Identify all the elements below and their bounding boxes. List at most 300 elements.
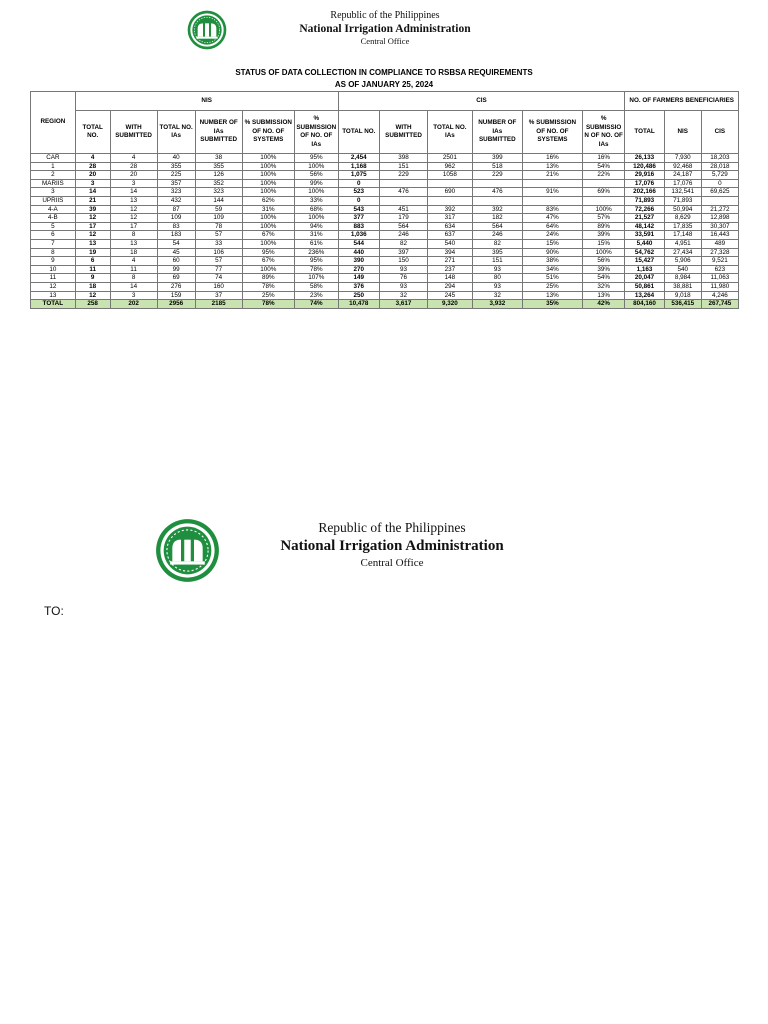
table-cell: 93	[472, 265, 522, 274]
table-cell: 13	[75, 239, 110, 248]
table-cell: 69	[157, 274, 195, 283]
table-cell: 17,076	[664, 179, 701, 188]
table-row	[31, 291, 739, 300]
table-cell: 71,893	[625, 196, 664, 205]
table-cell: 267,745	[701, 300, 738, 309]
table-cell: 78	[195, 222, 242, 231]
table-cell: 31%	[294, 231, 338, 240]
table-cell	[428, 179, 473, 188]
column-header: TOTAL NO. IAs	[157, 111, 195, 154]
table-cell: 4,951	[664, 239, 701, 248]
region-cell: 8	[31, 248, 76, 257]
to-label: TO:	[44, 604, 64, 618]
table-cell: 38%	[522, 257, 582, 266]
table-cell: 34%	[522, 265, 582, 274]
column-header: % SUBMISSIO N OF NO. OF IAs	[582, 111, 625, 154]
table-cell: 100%	[242, 188, 294, 197]
table-cell: 0	[701, 179, 738, 188]
table-cell: 518	[472, 162, 522, 171]
table-cell: 109	[157, 214, 195, 223]
table-cell: 100%	[242, 154, 294, 163]
region-cell: 6	[31, 231, 76, 240]
table-cell: 58%	[294, 282, 338, 291]
table-cell: 28	[75, 162, 110, 171]
table-cell: 3,617	[380, 300, 428, 309]
table-cell: 294	[428, 282, 473, 291]
table-cell: 107%	[294, 274, 338, 283]
table-cell: 57	[195, 231, 242, 240]
table-cell: 17,835	[664, 222, 701, 231]
table-cell: 8	[110, 231, 157, 240]
table-cell	[701, 196, 738, 205]
table-cell: 57%	[582, 214, 625, 223]
region-cell: 12	[31, 282, 76, 291]
table-cell: 94%	[294, 222, 338, 231]
table-cell: 149	[338, 274, 379, 283]
table-cell: 20	[75, 171, 110, 180]
region-cell: 3	[31, 188, 76, 197]
table-cell: 106	[195, 248, 242, 257]
republic-line: Republic of the Philippines	[318, 520, 466, 535]
table-cell: 26,133	[625, 154, 664, 163]
table-cell: 22%	[582, 171, 625, 180]
table-cell: 33%	[294, 196, 338, 205]
table-cell: 357	[157, 179, 195, 188]
table-cell: 13%	[522, 162, 582, 171]
table-cell: 5,906	[664, 257, 701, 266]
table-cell: 9	[75, 274, 110, 283]
table-cell: 0	[338, 179, 379, 188]
table-cell: 69%	[582, 188, 625, 197]
table-cell: 33	[195, 239, 242, 248]
table-cell: 91%	[522, 188, 582, 197]
column-header: % SUBMISSION OF NO. OF IAs	[294, 111, 338, 154]
column-header: WITH SUBMITTED	[380, 111, 428, 154]
table-cell: 564	[472, 222, 522, 231]
table-cell: 202	[110, 300, 157, 309]
table-cell: 250	[338, 291, 379, 300]
table-cell: 150	[380, 257, 428, 266]
table-cell: 54	[157, 239, 195, 248]
table-row	[31, 282, 739, 291]
table-cell: 100%	[294, 162, 338, 171]
table-row	[31, 239, 739, 248]
table-cell: 15%	[522, 239, 582, 248]
region-cell: TOTAL	[31, 300, 76, 309]
table-row	[31, 196, 739, 205]
table-cell: 60	[157, 257, 195, 266]
nia-logo-large-icon	[155, 518, 220, 583]
table-cell: 78%	[242, 282, 294, 291]
column-header: % SUBMISSION OF NO. OF SYSTEMS	[522, 111, 582, 154]
table-cell: 71,893	[664, 196, 701, 205]
table-cell: 14	[75, 188, 110, 197]
column-header: TOTAL NO. IAs	[428, 111, 473, 154]
table-cell: 82	[472, 239, 522, 248]
table-cell: 54,762	[625, 248, 664, 257]
cis-group-header: CIS	[338, 92, 625, 111]
table-cell: 32	[472, 291, 522, 300]
table-cell: 476	[380, 188, 428, 197]
table-cell: 4	[75, 154, 110, 163]
table-cell: 16%	[582, 154, 625, 163]
table-cell: 3	[75, 179, 110, 188]
table-cell	[582, 179, 625, 188]
table-cell: 80	[472, 274, 522, 283]
table-cell: 3,932	[472, 300, 522, 309]
table-cell: 39	[75, 205, 110, 214]
region-cell: 4-A	[31, 205, 76, 214]
table-cell: 89%	[582, 222, 625, 231]
table-cell: 83	[157, 222, 195, 231]
table-cell: 100%	[242, 162, 294, 171]
rsbsa-status-table	[30, 91, 739, 309]
nis-group-header: NIS	[75, 92, 338, 111]
table-cell: 246	[380, 231, 428, 240]
table-cell: 23%	[294, 291, 338, 300]
table-row	[31, 162, 739, 171]
table-cell: 40	[157, 154, 195, 163]
table-cell: 27,328	[701, 248, 738, 257]
table-cell	[522, 196, 582, 205]
table-cell: 564	[380, 222, 428, 231]
table-cell: 8	[110, 274, 157, 283]
table-cell: 39%	[582, 231, 625, 240]
table-cell: 82	[380, 239, 428, 248]
table-cell: 42%	[582, 300, 625, 309]
table-cell: 74%	[294, 300, 338, 309]
table-cell: 120,486	[625, 162, 664, 171]
table-cell: 100%	[242, 239, 294, 248]
table-cell: 804,160	[625, 300, 664, 309]
nia-logo-icon	[187, 10, 227, 50]
column-header: WITH SUBMITTED	[110, 111, 157, 154]
table-cell: 100%	[242, 179, 294, 188]
table-cell: 50,861	[625, 282, 664, 291]
region-header: REGION	[31, 92, 76, 154]
table-cell: 95%	[294, 257, 338, 266]
table-cell: 13	[110, 196, 157, 205]
table-cell: 37	[195, 291, 242, 300]
table-cell: 64%	[522, 222, 582, 231]
region-cell: 9	[31, 257, 76, 266]
region-cell: 10	[31, 265, 76, 274]
column-header: CIS	[701, 111, 738, 154]
table-cell: 28	[110, 162, 157, 171]
table-cell	[472, 196, 522, 205]
table-cell: 56%	[582, 257, 625, 266]
table-cell: 376	[338, 282, 379, 291]
table-cell: 93	[380, 265, 428, 274]
table-cell: 4	[110, 257, 157, 266]
table-cell: 100%	[294, 188, 338, 197]
table-cell: 27,434	[664, 248, 701, 257]
report-title: STATUS OF DATA COLLECTION IN COMPLIANCE TO RSBSA REQUIREMENTS	[235, 68, 533, 77]
table-body	[31, 154, 739, 309]
table-cell: 12,898	[701, 214, 738, 223]
table-cell: 13	[110, 239, 157, 248]
table-cell: 48,142	[625, 222, 664, 231]
table-cell: 95%	[294, 154, 338, 163]
table-row	[31, 205, 739, 214]
table-cell	[380, 179, 428, 188]
table-cell: 62%	[242, 196, 294, 205]
table-cell: 16,443	[701, 231, 738, 240]
table-cell	[522, 179, 582, 188]
table-cell: 132,541	[664, 188, 701, 197]
table-cell: 245	[428, 291, 473, 300]
table-cell: 100%	[294, 214, 338, 223]
table-cell: 21	[75, 196, 110, 205]
table-cell: 99	[157, 265, 195, 274]
table-cell: 258	[75, 300, 110, 309]
farmers-group-header: NO. OF FARMERS BENEFICIARIES	[625, 92, 739, 111]
agency-header	[240, 10, 530, 47]
table-cell: 151	[472, 257, 522, 266]
table-cell: 39%	[582, 265, 625, 274]
table-cell: 17	[110, 222, 157, 231]
table-cell: 398	[380, 154, 428, 163]
table-cell: 57	[195, 257, 242, 266]
column-header: NIS	[664, 111, 701, 154]
table-cell: 179	[380, 214, 428, 223]
table-cell: 394	[428, 248, 473, 257]
table-cell: 19	[75, 248, 110, 257]
table-cell: 32	[380, 291, 428, 300]
table-cell: 92,468	[664, 162, 701, 171]
table-cell: 962	[428, 162, 473, 171]
table-cell: 51%	[522, 274, 582, 283]
table-cell: 126	[195, 171, 242, 180]
table-cell: 20	[110, 171, 157, 180]
table-cell: 440	[338, 248, 379, 257]
table-cell: 2956	[157, 300, 195, 309]
table-cell: 323	[157, 188, 195, 197]
table-cell: 12	[75, 231, 110, 240]
table-cell: 1,036	[338, 231, 379, 240]
table-cell: 395	[472, 248, 522, 257]
table-cell: 1,163	[625, 265, 664, 274]
table-cell: 317	[428, 214, 473, 223]
table-cell: 12	[110, 205, 157, 214]
table-cell: 13%	[582, 291, 625, 300]
table-cell: 93	[472, 282, 522, 291]
table-cell: 536,415	[664, 300, 701, 309]
table-cell: 4	[110, 154, 157, 163]
table-cell: 11	[75, 265, 110, 274]
table-cell: 100%	[242, 265, 294, 274]
table-cell: 90%	[522, 248, 582, 257]
office-line: Central Office	[360, 557, 424, 569]
table-cell: 29,916	[625, 171, 664, 180]
table-cell: 352	[195, 179, 242, 188]
table-cell: 355	[157, 162, 195, 171]
table-cell: 7,930	[664, 154, 701, 163]
table-cell: 100%	[242, 214, 294, 223]
table-cell: 432	[157, 196, 195, 205]
region-cell: UPRIIS	[31, 196, 76, 205]
table-cell: 540	[664, 265, 701, 274]
table-cell: 3	[110, 291, 157, 300]
table-cell: 690	[428, 188, 473, 197]
table-row	[31, 188, 739, 197]
table-cell: 0	[338, 196, 379, 205]
table-cell: 74	[195, 274, 242, 283]
report-date: AS OF JANUARY 25, 2024	[334, 80, 434, 89]
table-cell: 100%	[242, 222, 294, 231]
column-header: NUMBER OF IAs SUBMITTED	[195, 111, 242, 154]
table-cell: 32%	[582, 282, 625, 291]
table-cell: 109	[195, 214, 242, 223]
agency-name: National Irrigation Administration	[280, 538, 504, 554]
table-cell: 390	[338, 257, 379, 266]
table-cell: 451	[380, 205, 428, 214]
table-cell: 6	[75, 257, 110, 266]
table-cell	[472, 179, 522, 188]
table-cell: 67%	[242, 231, 294, 240]
column-header: TOTAL NO.	[338, 111, 379, 154]
table-cell: 270	[338, 265, 379, 274]
table-cell	[582, 196, 625, 205]
table-cell: 14	[110, 188, 157, 197]
table-cell: 355	[195, 162, 242, 171]
table-cell: 33,591	[625, 231, 664, 240]
table-cell: 1058	[428, 171, 473, 180]
table-cell: 9,320	[428, 300, 473, 309]
table-cell: 11,063	[701, 274, 738, 283]
table-cell: 523	[338, 188, 379, 197]
table-cell: 271	[428, 257, 473, 266]
table-cell: 144	[195, 196, 242, 205]
table-cell: 47%	[522, 214, 582, 223]
table-row	[31, 214, 739, 223]
table-cell: 30,307	[701, 222, 738, 231]
column-header: TOTAL NO.	[75, 111, 110, 154]
table-cell: 10,478	[338, 300, 379, 309]
table-cell: 21,272	[701, 205, 738, 214]
table-cell: 236%	[294, 248, 338, 257]
table-cell: 59	[195, 205, 242, 214]
table-cell: 20,047	[625, 274, 664, 283]
table-cell: 5,440	[625, 239, 664, 248]
table-row	[31, 265, 739, 274]
republic-line: Republic of the Philippines	[330, 10, 440, 21]
table-row	[31, 154, 739, 163]
table-cell: 54%	[582, 162, 625, 171]
table-cell: 14	[110, 282, 157, 291]
table-cell: 883	[338, 222, 379, 231]
region-cell: 5	[31, 222, 76, 231]
region-cell: 2	[31, 171, 76, 180]
table-cell: 89%	[242, 274, 294, 283]
table-cell: 5,729	[701, 171, 738, 180]
table-cell: 17	[75, 222, 110, 231]
table-cell: 202,166	[625, 188, 664, 197]
table-cell: 100%	[582, 248, 625, 257]
table-cell: 544	[338, 239, 379, 248]
table-cell: 100%	[242, 171, 294, 180]
table-cell: 87	[157, 205, 195, 214]
table-cell: 148	[428, 274, 473, 283]
table-cell: 4,246	[701, 291, 738, 300]
table-cell: 237	[428, 265, 473, 274]
table-cell: 28,018	[701, 162, 738, 171]
table-cell: 160	[195, 282, 242, 291]
table-cell: 54%	[582, 274, 625, 283]
table-cell: 246	[472, 231, 522, 240]
table-cell: 15%	[582, 239, 625, 248]
region-cell: 13	[31, 291, 76, 300]
table-cell: 13%	[522, 291, 582, 300]
table-cell: 72,266	[625, 205, 664, 214]
table-cell: 24,187	[664, 171, 701, 180]
table-cell	[380, 196, 428, 205]
table-cell: 68%	[294, 205, 338, 214]
table-cell: 16%	[522, 154, 582, 163]
table-cell: 159	[157, 291, 195, 300]
table-cell: 100%	[582, 205, 625, 214]
table-cell: 18	[110, 248, 157, 257]
table-cell: 12	[110, 214, 157, 223]
table-cell: 83%	[522, 205, 582, 214]
table-cell: 69,625	[701, 188, 738, 197]
table-cell: 276	[157, 282, 195, 291]
table-cell: 3	[110, 179, 157, 188]
region-cell: CAR	[31, 154, 76, 163]
table-cell: 11,980	[701, 282, 738, 291]
table-row	[31, 257, 739, 266]
table-cell: 634	[428, 222, 473, 231]
table-cell: 12	[75, 291, 110, 300]
table-cell: 56%	[294, 171, 338, 180]
agency-name: National Irrigation Administration	[299, 23, 471, 35]
column-header: TOTAL	[625, 111, 664, 154]
table-cell: 392	[428, 205, 473, 214]
table-cell: 540	[428, 239, 473, 248]
table-cell: 323	[195, 188, 242, 197]
table-cell: 25%	[242, 291, 294, 300]
region-cell: 4-B	[31, 214, 76, 223]
table-cell: 229	[380, 171, 428, 180]
table-cell: 78%	[242, 300, 294, 309]
table-cell: 18	[75, 282, 110, 291]
table-cell: 18,203	[701, 154, 738, 163]
table-cell: 25%	[522, 282, 582, 291]
table-cell: 151	[380, 162, 428, 171]
table-cell: 543	[338, 205, 379, 214]
table-cell: 12	[75, 214, 110, 223]
table-cell: 8,629	[664, 214, 701, 223]
table-cell: 24%	[522, 231, 582, 240]
table-cell: 17,148	[664, 231, 701, 240]
table-cell: 17,076	[625, 179, 664, 188]
table-cell: 2501	[428, 154, 473, 163]
table-cell: 637	[428, 231, 473, 240]
table-cell: 1,168	[338, 162, 379, 171]
table-cell: 35%	[522, 300, 582, 309]
table-row	[31, 248, 739, 257]
table-cell: 9,018	[664, 291, 701, 300]
table-cell: 38,881	[664, 282, 701, 291]
table-cell: 13,264	[625, 291, 664, 300]
table-cell: 9,521	[701, 257, 738, 266]
table-cell: 76	[380, 274, 428, 283]
table-cell: 38	[195, 154, 242, 163]
region-cell: 1	[31, 162, 76, 171]
table-cell: 399	[472, 154, 522, 163]
table-cell: 99%	[294, 179, 338, 188]
table-cell: 489	[701, 239, 738, 248]
